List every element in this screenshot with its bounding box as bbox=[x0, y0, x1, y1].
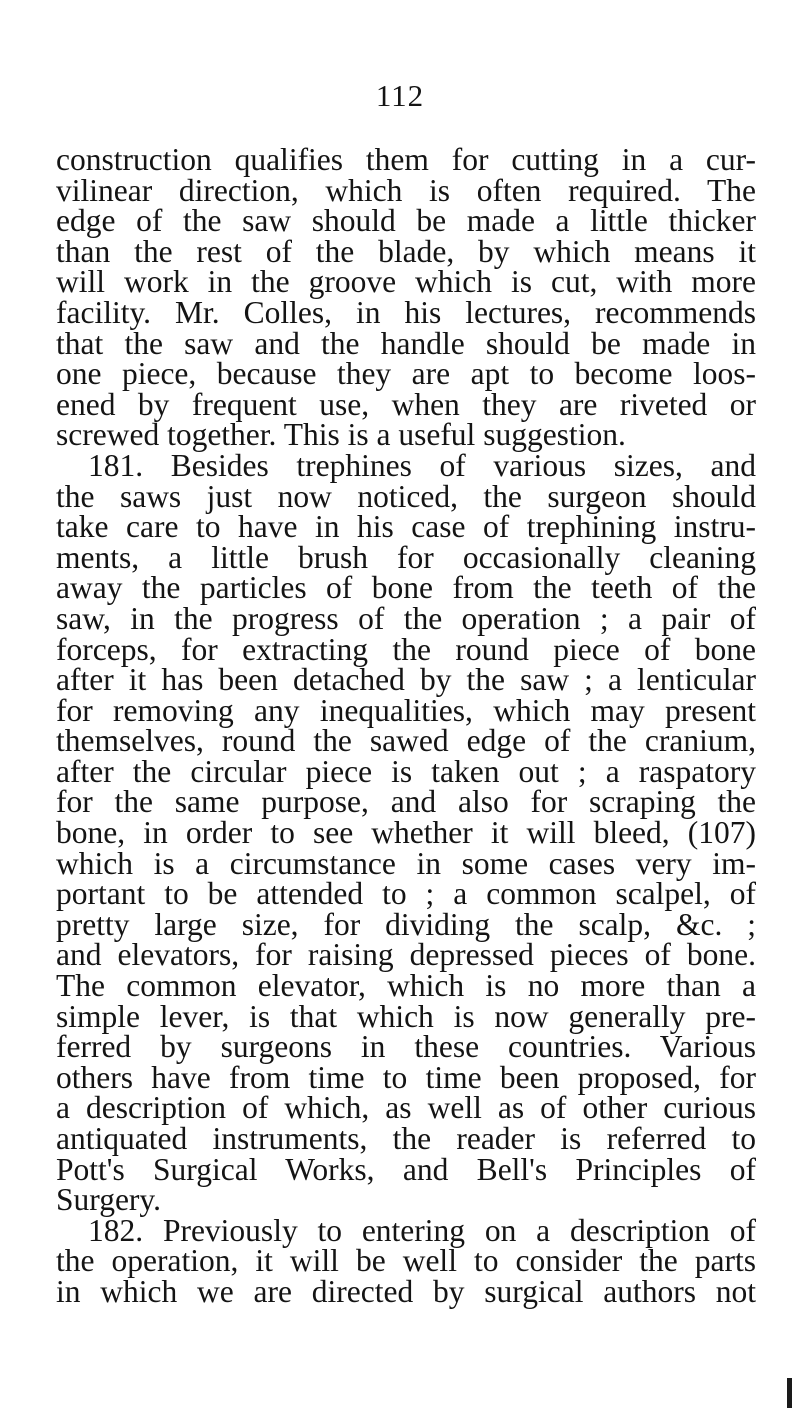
text-line: for the same purpose, and also for scraping the bbox=[56, 784, 756, 820]
text-line: simple lever, is that which is now generally pre- bbox=[56, 998, 756, 1034]
text-line: themselves, round the sawed edge of the cranium, bbox=[56, 723, 756, 759]
text-line: away the particles of bone from the teeth of the bbox=[56, 570, 756, 606]
text-line: that the saw and the handle should be made in bbox=[56, 325, 756, 361]
body-text bbox=[56, 142, 756, 1309]
text-line: 181. Besides trephines of various sizes, and bbox=[88, 447, 756, 483]
paragraph bbox=[56, 1212, 756, 1309]
page-number: 112 bbox=[375, 78, 425, 113]
text-line: one piece, because they are apt to become loos- bbox=[56, 356, 756, 392]
text-line: Surgery. bbox=[56, 1182, 161, 1218]
text-line: ened by frequent use, when they are riveted or bbox=[56, 386, 756, 422]
text-line: screwed together. This is a useful suggestion. bbox=[56, 417, 626, 453]
text-line: edge of the saw should be made a little thicker bbox=[56, 203, 756, 239]
text-line: ments, a little brush for occasionally cleaning bbox=[56, 539, 756, 575]
paragraph bbox=[56, 447, 756, 1218]
text-line: in which we are directed by surgical authors not bbox=[56, 1273, 756, 1309]
text-line: and elevators, for raising depressed pieces of bone. bbox=[56, 937, 756, 973]
text-line: pretty large size, for dividing the scalp, &c. ; bbox=[56, 906, 756, 942]
text-line: others have from time to time been proposed, for bbox=[56, 1059, 756, 1095]
text-line: for removing any inequalities, which may present bbox=[56, 692, 756, 728]
text-line: a description of which, as well as of other curious bbox=[56, 1090, 756, 1126]
text-line: portant to be attended to ; a common scalpel, of bbox=[56, 876, 756, 912]
text-line: the operation, it will be well to consider the parts bbox=[56, 1243, 756, 1279]
text-line: Pott's Surgical Works, and Bell's Principles of bbox=[56, 1151, 756, 1187]
text-line: will work in the groove which is cut, with more bbox=[56, 264, 756, 300]
text-line: saw, in the progress of the operation ; a pair of bbox=[56, 600, 756, 636]
text-line: take care to have in his case of trephining instru- bbox=[56, 509, 756, 545]
text-line: the saws just now noticed, the surgeon should bbox=[56, 478, 756, 514]
text-line: after the circular piece is taken out ; a raspatory bbox=[56, 753, 756, 789]
paragraph bbox=[56, 142, 756, 453]
text-line: facility. Mr. Colles, in his lectures, recommends bbox=[56, 294, 756, 330]
page-edge-mark bbox=[787, 1378, 792, 1408]
text-line: bone, in order to see whether it will bleed, (107) bbox=[56, 815, 756, 851]
text-line: which is a circumstance in some cases very im- bbox=[56, 845, 756, 881]
text-line: than the rest of the blade, by which means it bbox=[56, 233, 756, 269]
text-line: forceps, for extracting the round piece of bone bbox=[56, 631, 756, 667]
text-line: The common elevator, which is no more than a bbox=[56, 968, 756, 1004]
text-line: antiquated instruments, the reader is referred to bbox=[56, 1121, 756, 1156]
text-line: ferred by surgeons in these countries. Various bbox=[56, 1029, 756, 1065]
text-line: vilinear direction, which is often required. The bbox=[56, 172, 756, 208]
text-line: 182. Previously to entering on a description of bbox=[88, 1212, 756, 1248]
text-line: construction qualifies them for cutting in a cur- bbox=[56, 142, 756, 177]
text-line: after it has been detached by the saw ; a lenticular bbox=[56, 662, 756, 698]
